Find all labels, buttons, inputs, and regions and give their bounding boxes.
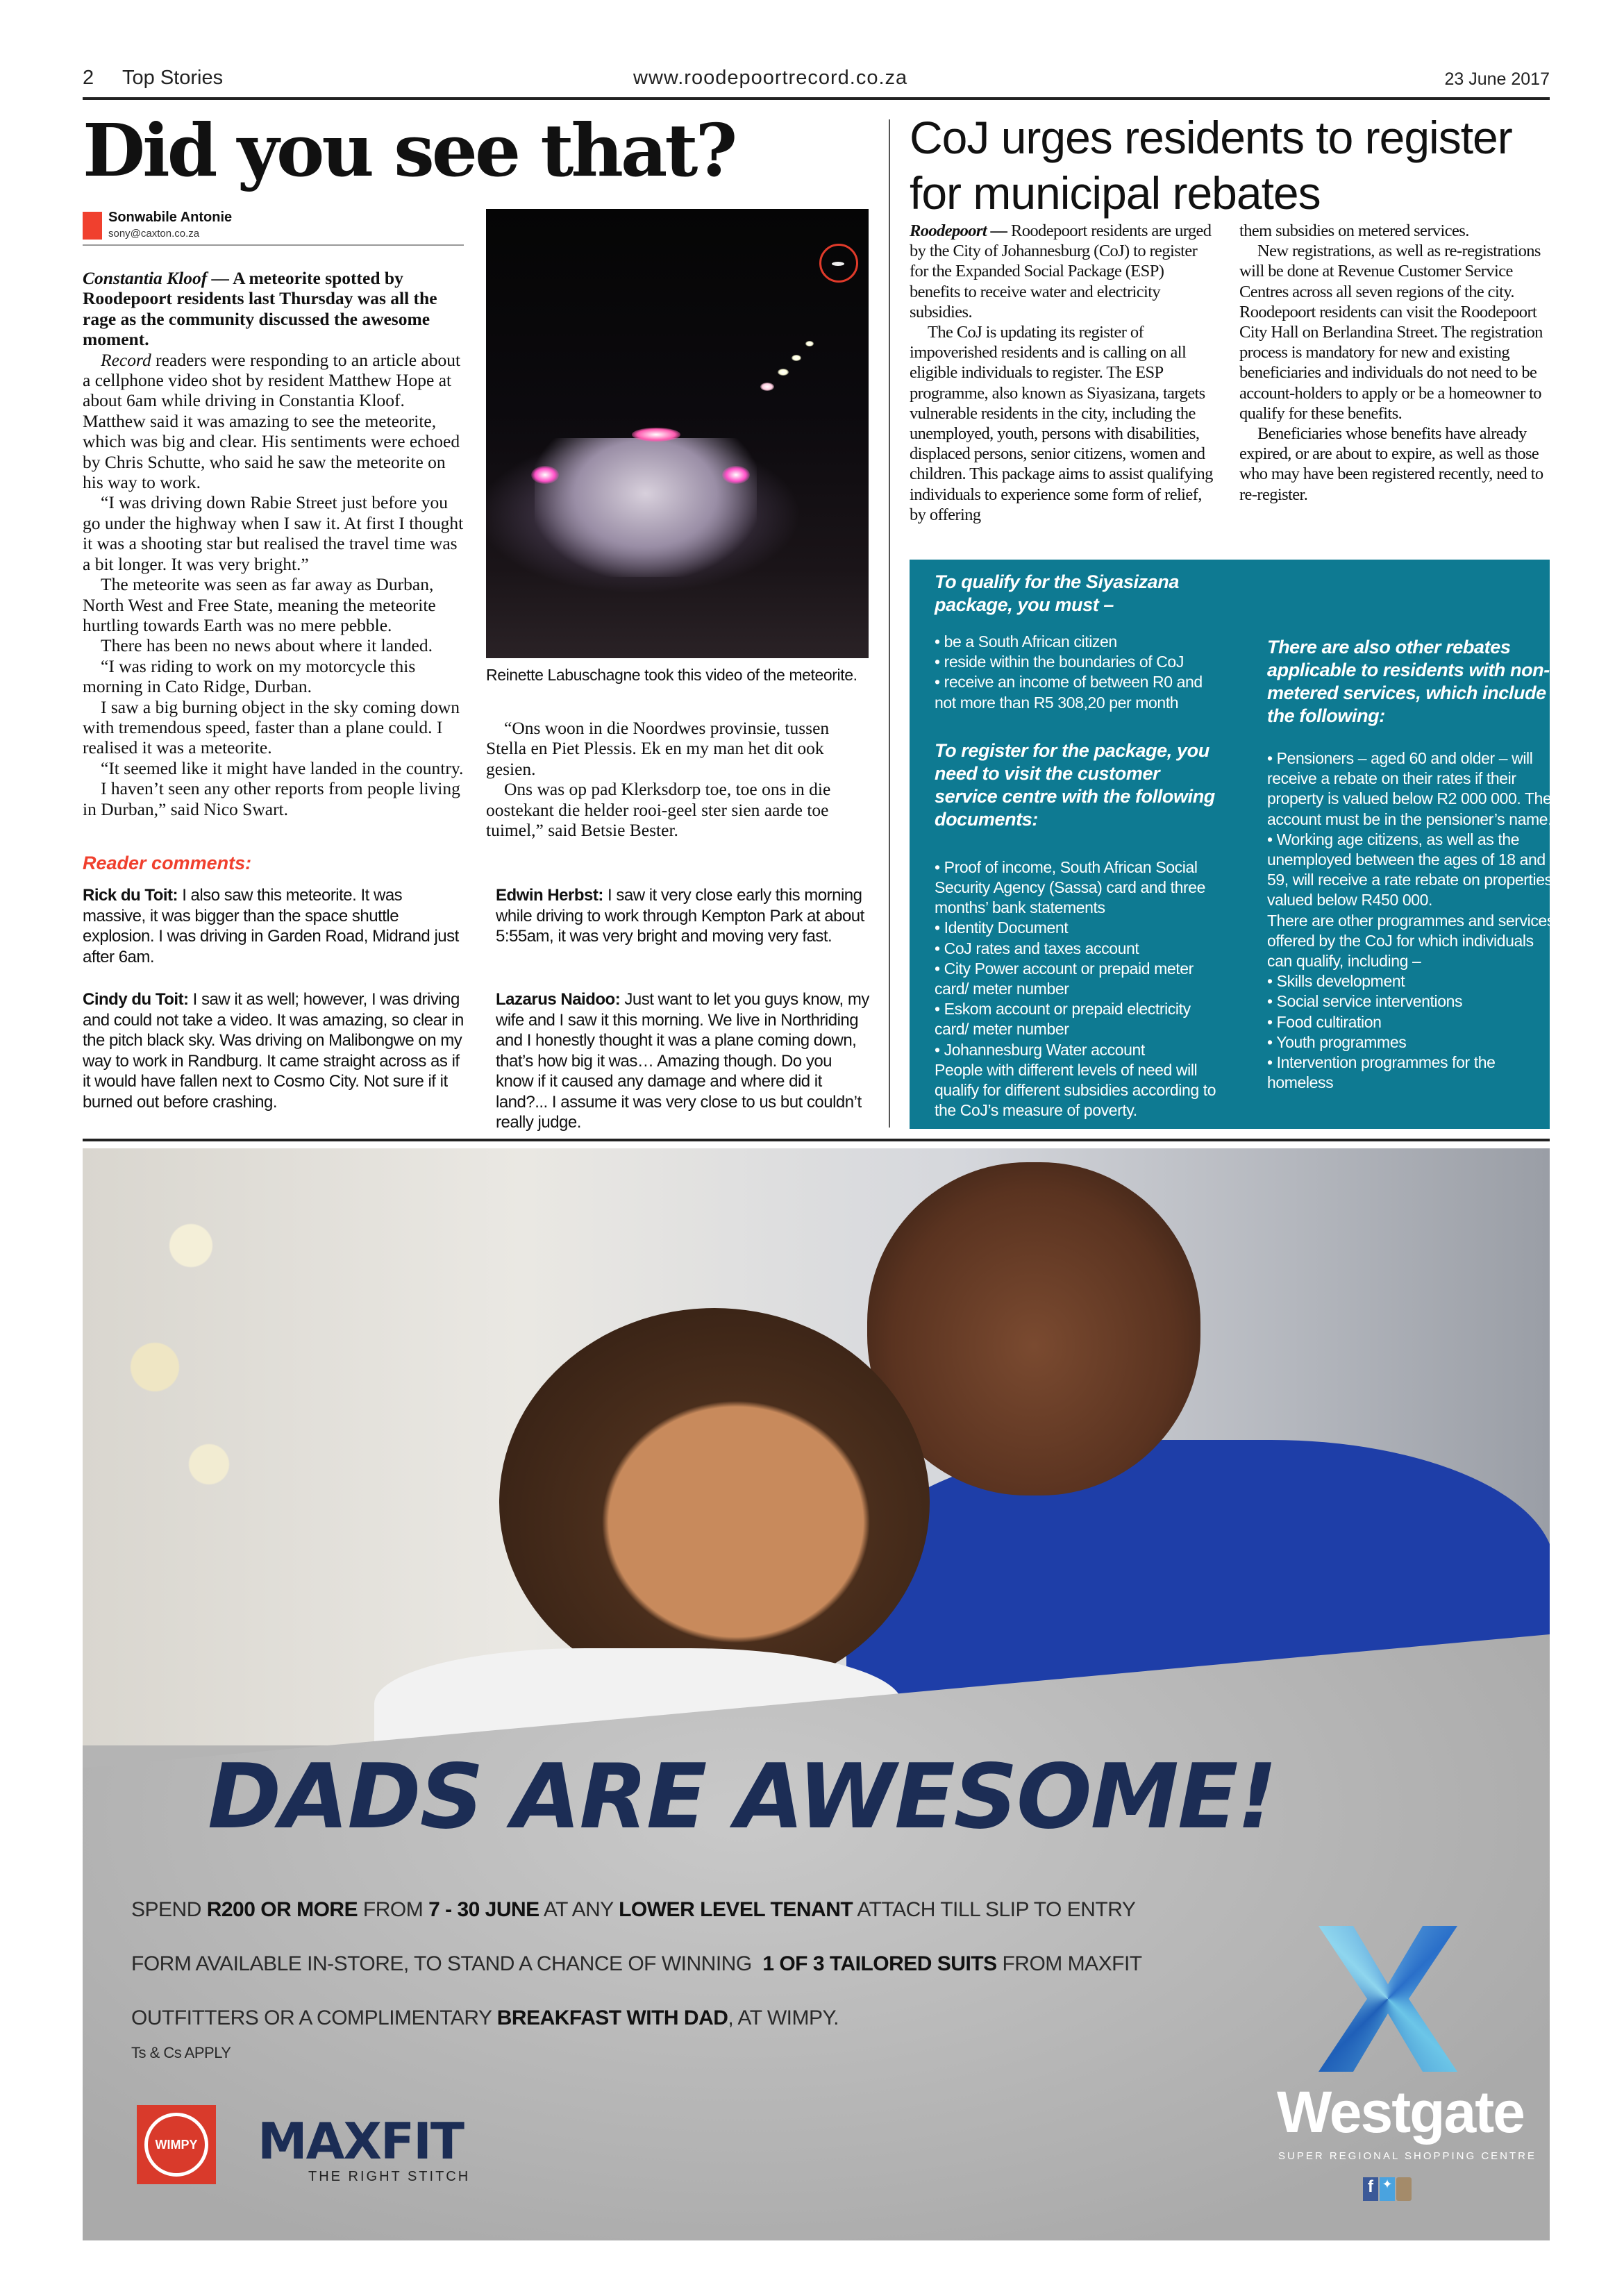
other-rebates-list: • Pensioners – aged 60 and older – will receive a rebate on their rates if their property is valued below R2 000 000. The account must be in the pensioner’s name. • Working age citizens, as well as the unemployed between the ages of 18 and 59, will receive a rate rebate on properties valued below R450 000. (1267, 748, 1559, 911)
twitter-icon[interactable]: ✦ (1380, 2177, 1395, 2201)
maxfit-tagline: THE RIGHT STITCH (308, 2169, 471, 2184)
ad-terms: Ts & Cs APPLY (131, 2044, 231, 2061)
photo-caption: Reinette Labuschagne took this video of the meteorite. (486, 666, 857, 684)
byline-rule (83, 244, 464, 246)
story2-col1: Roodepoort — Roodepoort residents are urged by the City of Johannesburg (CoJ) to register for the Expanded Social Package (ESP) benefits to receive water and electricity subsidies. The CoJ is updating its register of impoverished residents and is calling on all eligible individuals to register. The ESP programme, also known as Siyasizana, targets vulnerable residents in the city, including the unemployed, youth, persons with disabilities, displaced persons, senior citizens, women and children. This package aims to assist qualifying individuals to experience some form of relief, by offering (910, 221, 1216, 525)
header-rule (83, 97, 1550, 100)
comment: Cindy du Toit: I saw it as well; however, I was driving and could not take a video. It was amazing, so clear in the pitch black sky. Was driving on Malibongwe on my way to work in Randburg. It came straight across as if it would have fallen next to Cosmo City. Not sure if it burned out before crashing. (83, 990, 464, 1112)
instagram-icon[interactable] (1396, 2177, 1412, 2201)
story1-para: The meteorite was seen as far away as Durban, North West and Free State, meaning the meteorite hurtling towards Earth was no mere pebble. (83, 574, 436, 635)
wimpy-logo: WIMPY (137, 2105, 216, 2184)
story2-para: New registrations, as well as re-registrations will be done at Revenue Customer Service Centres across all seven regions of the city. Roodepoort residents can visit the Roodepoort City Hall on Berlandina Street. The registration process is mandatory for new and existing beneficiaries and individuals do not need to be account-holders to apply or be a homeowner to qualify for these benefits. (1239, 242, 1543, 423)
ad-headline: DADS ARE AWESOME! (208, 1745, 1276, 1849)
story2-headline: CoJ urges residents to register for municipal rebates (910, 112, 1512, 219)
issue-date: 23 June 2017 (1444, 69, 1550, 89)
column-divider (889, 119, 890, 1128)
byline-marker (83, 212, 102, 240)
page-number: 2 (83, 67, 94, 89)
story1-body (83, 268, 464, 819)
afrikaans-quote (486, 718, 869, 840)
section-rule (83, 1139, 1550, 1141)
story1-headline: Did you see that? (83, 108, 735, 193)
ad-text-line3: OUTFITTERS OR A COMPLIMENTARY BREAKFAST WITH DAD, AT WIMPY. (131, 2006, 839, 2029)
afrikaans-para: Ons was op pad Klerksdorp toe, toe ons in die oostekant die helder rooi-geel ster sien aarde toe tuimel,” said Betsie Bester. (486, 779, 831, 841)
afrikaans-para: “Ons woon in die Noordwes provinsie, tussen Stella en Piet Plessis. Ek en my man het dit ook gesien. (486, 718, 830, 779)
westgate-logo: Westgate (1277, 2079, 1524, 2145)
street-light (760, 383, 774, 391)
orchid-flowers (83, 1148, 263, 1634)
car-silhouette (535, 438, 757, 577)
story1-lead: Constantia Kloof — A meteorite spotted by Roodepoort residents last Thursday was all the rage as the community discussed the awesome moment. (83, 268, 437, 350)
story1-para: “I was riding to work on my motorcycle this morning in Cato Ridge, Durban. (83, 655, 416, 697)
story1-para: I saw a big burning object in the sky coming down with tremendous speed, faster than a plane could. I realised it was a meteorite. (83, 696, 460, 758)
ad-text-line2: FORM AVAILABLE IN-STORE, TO STAND A CHANCE OF WINNING 1 OF 3 TAILORED SUITS FROM MAXFIT (131, 1952, 1142, 1975)
programmes-list: • Skills development • Social service interventions • Food cultiration • Youth programmes • Intervention programmes for the homeless (1267, 971, 1559, 1093)
car-light (632, 428, 680, 442)
street-light (792, 355, 801, 361)
section-name: Top Stories (122, 67, 224, 89)
reader-comments-heading: Reader comments: (83, 853, 252, 873)
story1-para: “I was driving down Rabie Street just before you go under the highway when I saw it. At first I thought it was a shooting star but realised the travel time was a bit longer. It was very bright.” (83, 492, 464, 574)
story2-para: Beneficiaries whose benefits have already expired, or are about to expire, as well as those who may have been registered recently, need to re-register. (1239, 424, 1543, 504)
story1-para: There has been no news about where it landed. (101, 635, 433, 656)
comment: Edwin Herbst: I saw it very close early this morning while driving to work through Kempton Park at about 5:55am, it was very bright and moving very fast. (496, 886, 864, 946)
child-head (499, 1308, 930, 1697)
comment: Lazarus Naidoo: Just want to let you guys know, my wife and I saw it this morning. We live in Northriding and I honestly thought it was a plane coming down, that’s how big it was… Amazing though. Do you know if it caused any damage and where did it land?... I assume it was very close to us but couldn’t really judge. (496, 990, 869, 1132)
street-light (778, 369, 789, 376)
story1-para: I haven’t seen any other reports from people living in Durban,” said Nico Swart. (83, 778, 460, 819)
westgate-tagline: SUPER REGIONAL SHOPPING CENTRE (1278, 2150, 1537, 2162)
ad-text-line1: SPEND R200 OR MORE FROM 7 - 30 JUNE AT ANY LOWER LEVEL TENANT ATTACH TILL SLIP TO ENTRY (131, 1898, 1136, 1921)
street-light (805, 341, 814, 346)
story1-para: Record readers were responding to an article about a cellphone video shot by resident Matthew Hope at about 6am while driving in Constantia Kloof. Matthew said it was amazing to see the meteorite, which was big and clear. His sentiments were echoed by Chris Schutte, who said he saw the meteorite on his way to work. (83, 349, 461, 493)
comment: Rick du Toit: I also saw this meteorite. It was massive, it was bigger than the space shuttle explosion. I was driving in Garden Road, Midrand just after 6am. (83, 886, 459, 966)
tail-light (531, 466, 559, 484)
story1-para: “It seemed like it might have landed in the country. (101, 757, 464, 778)
rebates-info-box (910, 560, 1555, 1129)
website-url: www.roodepoortrecord.co.za (633, 67, 908, 89)
facebook-icon[interactable]: f (1363, 2177, 1378, 2201)
story2-para: The CoJ is updating its register of impoverished residents and is calling on all eligible individuals to register. The ESP programme, also known as Siyasizana, targets vulnerable residents in the city, including the unemployed, youth, persons with disabilities, displaced persons, senior citizens, women and children. This package aims to assist qualifying individuals to experience some form of relief, by offering (910, 323, 1213, 524)
documents-list: • Proof of income, South African Social Security Agency (Sassa) card and three months’ bank statements • Identity Document • CoJ rates and taxes account • City Power account or prepaid meter card/ meter number • Eskom account or prepaid electricity card/ meter number • Johannesburg Water account (935, 857, 1226, 1060)
meteorite-photo (486, 209, 869, 658)
box-col2: There are also other rebates applicable to residents with non-metered services, which include the following: • Pensioners – aged 60 and older – will receive a rebate on their rates if their property is valued below R2 000 000. The account must be in the pensioner’s name. • Working age citizens, as well as the unemployed between the ages of 18 and 59, will receive a rate rebate on properties valued below R450 000. There are other programmes and services offered by the CoJ for which individuals can qualify, including – • Skills development • Social service interventions • Food cultiration • Youth programmes • Intervention programmes for the homeless (1267, 636, 1559, 1093)
byline-email[interactable]: sony@caxton.co.za (108, 228, 200, 240)
qualify-list: • be a South African citizen • reside within the boundaries of CoJ • receive an income of between R0 and not more than R5 308,20 per month (935, 632, 1226, 713)
westgate-advertisement[interactable] (83, 1148, 1550, 2240)
story2-col2: them subsidies on metered services. New registrations, as well as re-registrations will be done at Revenue Customer Service Centres across all seven regions of the city. Roodepoort residents can visit the Roodepoort City Hall on Berlandina Street. The registration process is mandatory for new and existing beneficiaries and individuals do not need to be account-holders to apply or be a homeowner to qualify for these benefits. Beneficiaries whose benefits have already expired, or are about to expire, as well as those who may have been registered recently, need to re-register. (1239, 221, 1548, 505)
byline-name: Sonwabile Antonie (108, 210, 233, 225)
maxfit-logo: MAXFIT (258, 2112, 463, 2170)
box-col1: To qualify for the Siyasizana package, you must – • be a South African citizen • reside within the boundaries of CoJ • receive an income of between R0 and not more than R5 308,20 per month To register for the package, you need to visit the customer service centre with the following documents: • Proof of income, South African Social Security Agency (Sassa) card and three months’ bank statements • Identity Document • CoJ rates and taxes account • City Power account or prepaid meter card/ meter number • Eskom account or prepaid electricity card/ meter number • Johannesburg Water account People with different levels of need will qualify for different subsidies according to the CoJ’s measure of poverty. (935, 571, 1226, 1100)
meteorite-dot (832, 262, 844, 266)
tail-light (722, 466, 750, 484)
